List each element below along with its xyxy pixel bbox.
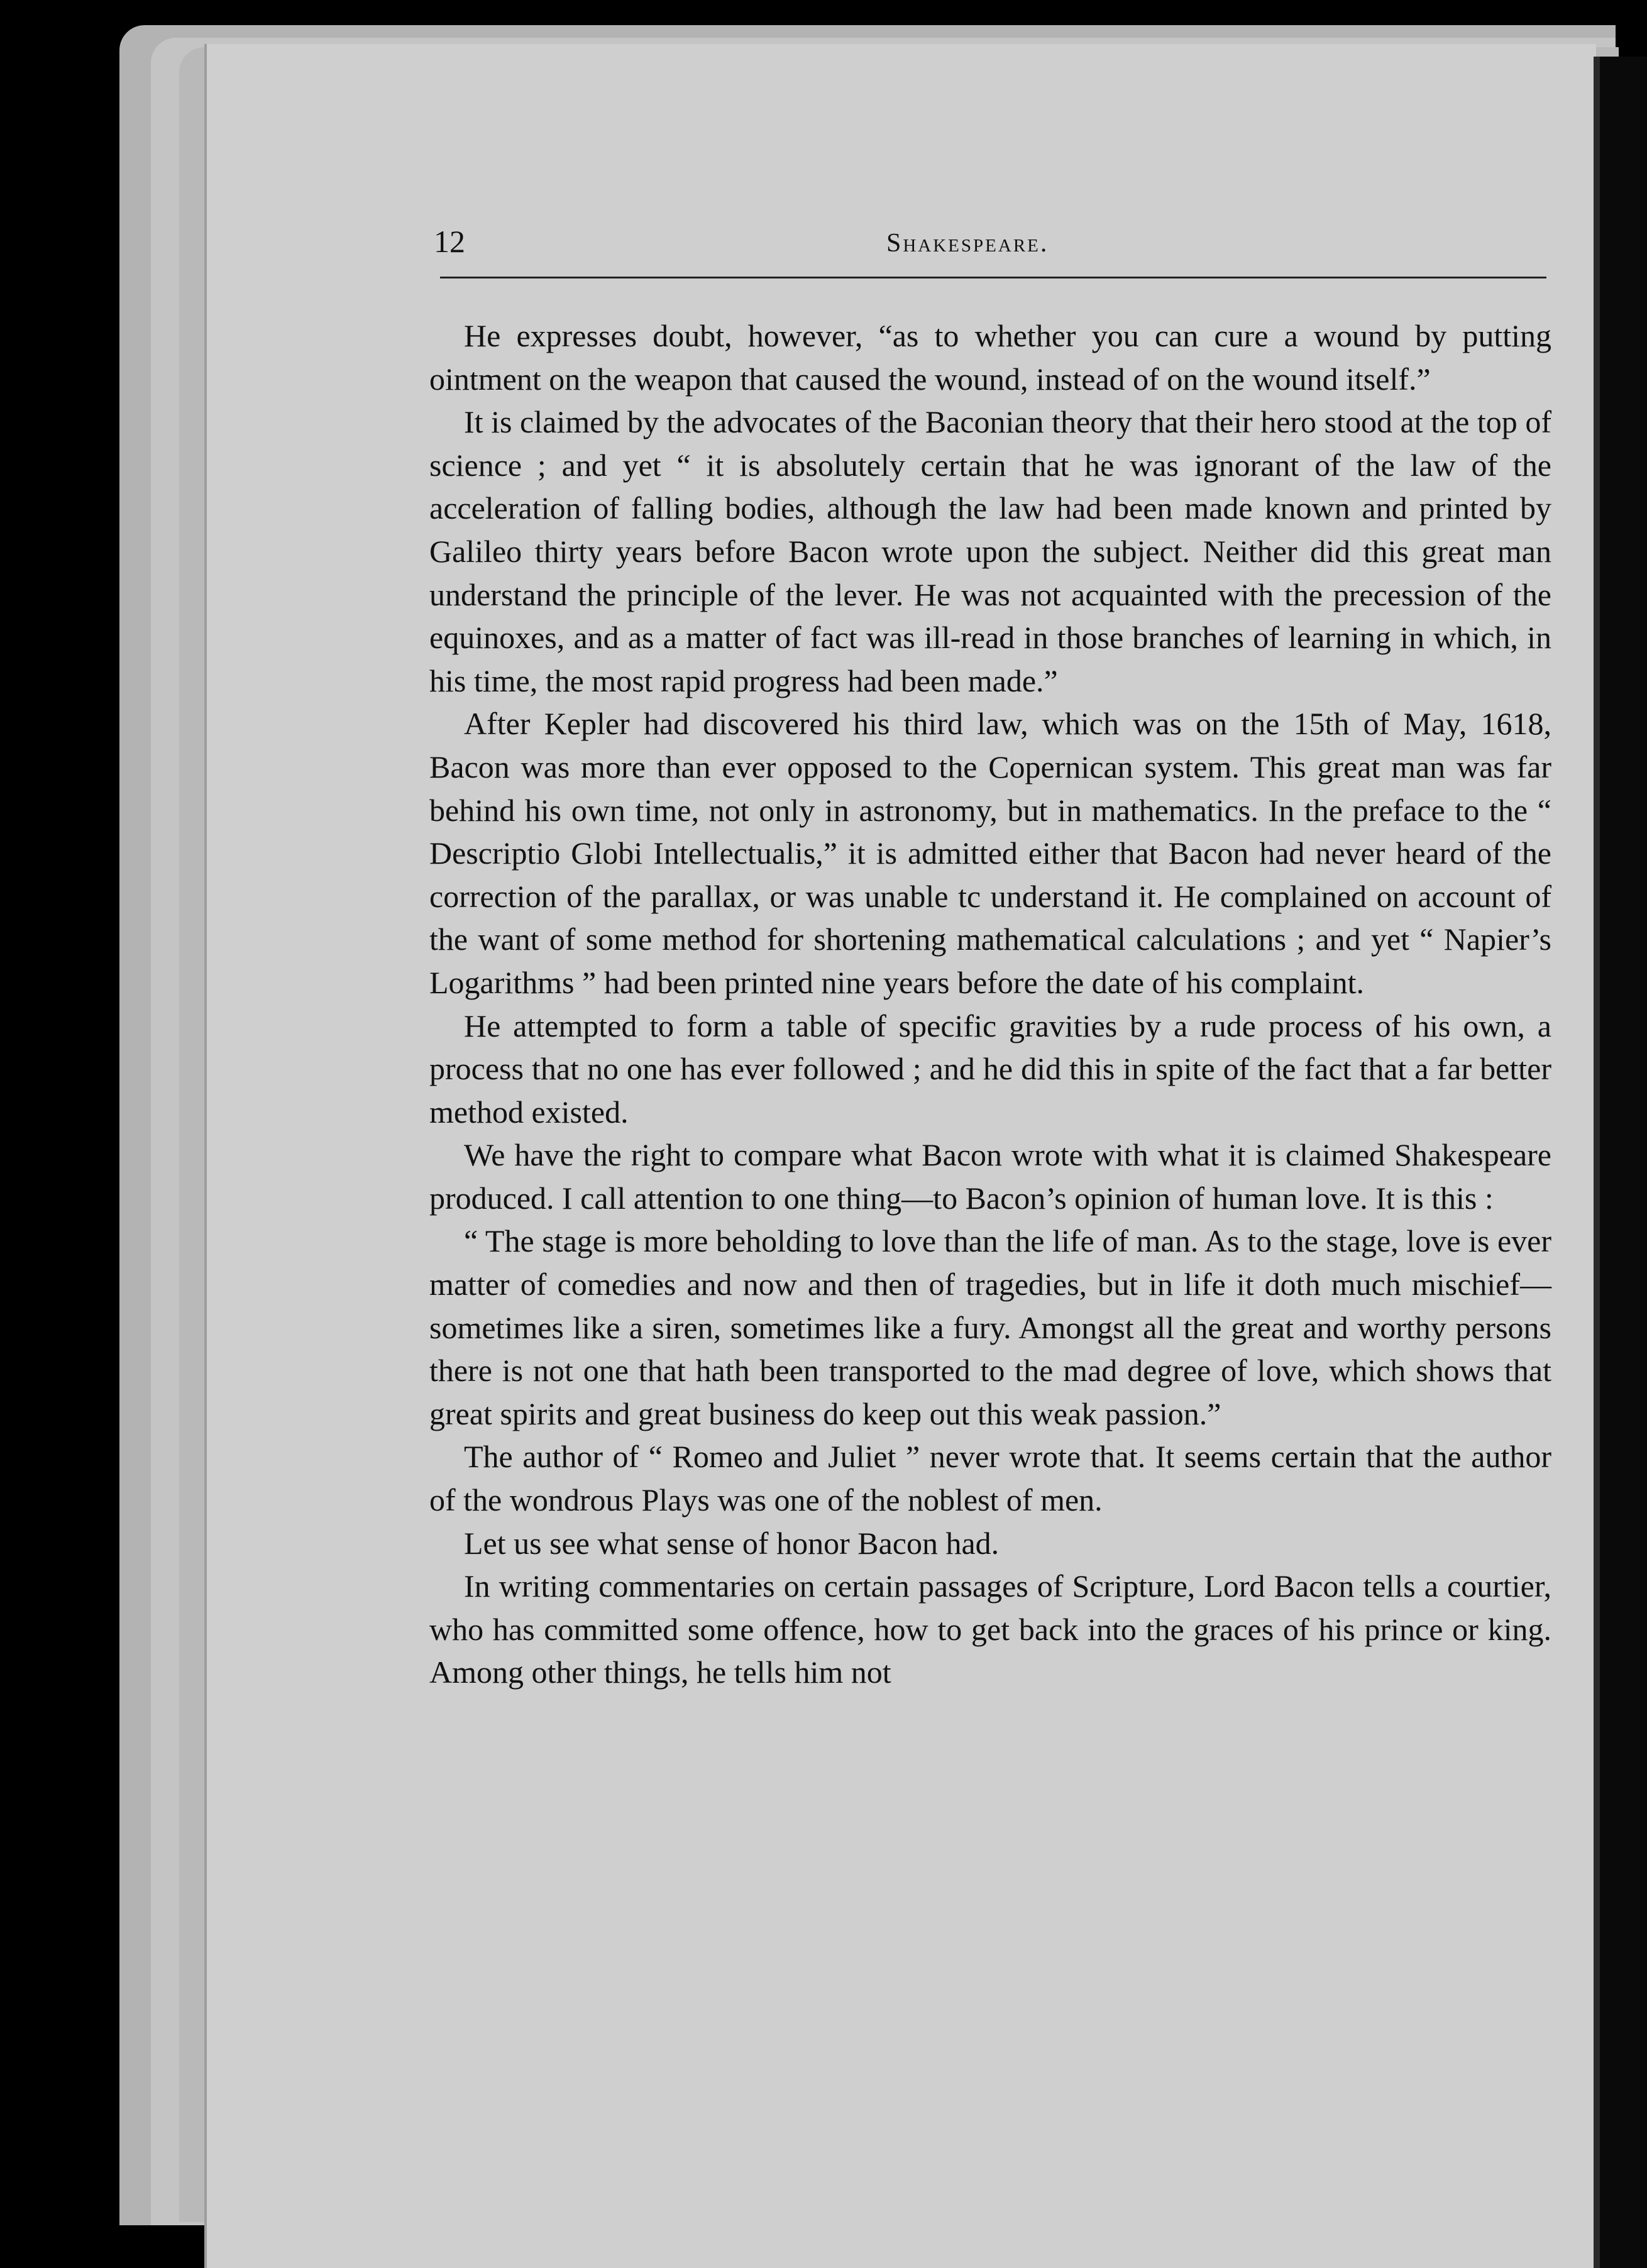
paragraph-1: He expresses doubt, however, “as to whether you can cure a wound by putting ointment on the weapon that caused the wound, instead of on the wound itself.” <box>429 318 1551 397</box>
scan-border <box>1600 57 1647 2268</box>
body-text <box>429 314 1551 2043</box>
running-title: Shakespeare. <box>886 229 1049 258</box>
book-spine <box>1594 57 1600 2268</box>
paragraph-7: The author of “ Romeo and Juliet ” never wrote that. It seems certain that the author of the wondrous Plays was one of the noblest of men. <box>429 1439 1551 1518</box>
running-head <box>434 223 1546 273</box>
paragraph-4: He attempted to form a table of specific gravities by a rude process of his own, a process that no one has ever followed ; and he did this in spite of the fact that a far better method existed. <box>429 1008 1551 1130</box>
paragraph-3: After Kepler had discovered his third law, which was on the 15th of May, 1618, Bacon was more than ever opposed to the Copernican system. This great man was far behind his own time, not only in astronomy, but in mathematics. In the preface to the “ Descriptio Globi Intellectualis,” it is admitted either that Bacon had never heard of the correction of the parallax, or was unable tc understand it. He complained on account of the want of some method for shortening mathematical calculations ; and yet “ Napier’s Logarithms ” had been printed nine years before the date of his complaint. <box>429 706 1551 1000</box>
paragraph-2: It is claimed by the advocates of the Baconian theory that their hero stood at the top of science ; and yet “ it is absolutely certain that he was ignorant of the law of the acceleration of falling bodies, although the law had been made known and printed by Galileo thirty years before Bacon wrote upon the subject. Neither did this great man understand the principle of the lever. He was not acquainted with the precession of the equinoxes, and as a matter of fact was ill-read in those branches of learning in which, in his time, the most rapid progress had been made.” <box>429 404 1551 698</box>
paragraph-5: We have the right to compare what Bacon wrote with what it is claimed Shakespeare produced. I call attention to one thing—to Bacon’s opinion of human love. It is this : <box>429 1137 1551 1216</box>
page-number: 12 <box>434 224 465 259</box>
paragraph-8: Let us see what sense of honor Bacon had. <box>464 1525 1000 1561</box>
header-rule <box>440 277 1546 278</box>
quotation-paragraph: “ The stage is more beholding to love than the life of man. As to the stage, love is ever matter of comedies and now and then of tragedies, but in life it doth much mischief—sometimes like a siren, sometimes like a fury. Amongst all the great and worthy persons there is not one that hath been transported to the mad degree of love, which shows that great spirits and great business do keep out this weak passion.” <box>429 1223 1551 1431</box>
paragraph-9: In writing commentaries on certain passages of Scripture, Lord Bacon tells a courtier, who has committed some offence, how to get back into the graces of his prince or king. Among other things, he tells him not <box>429 1568 1551 1690</box>
